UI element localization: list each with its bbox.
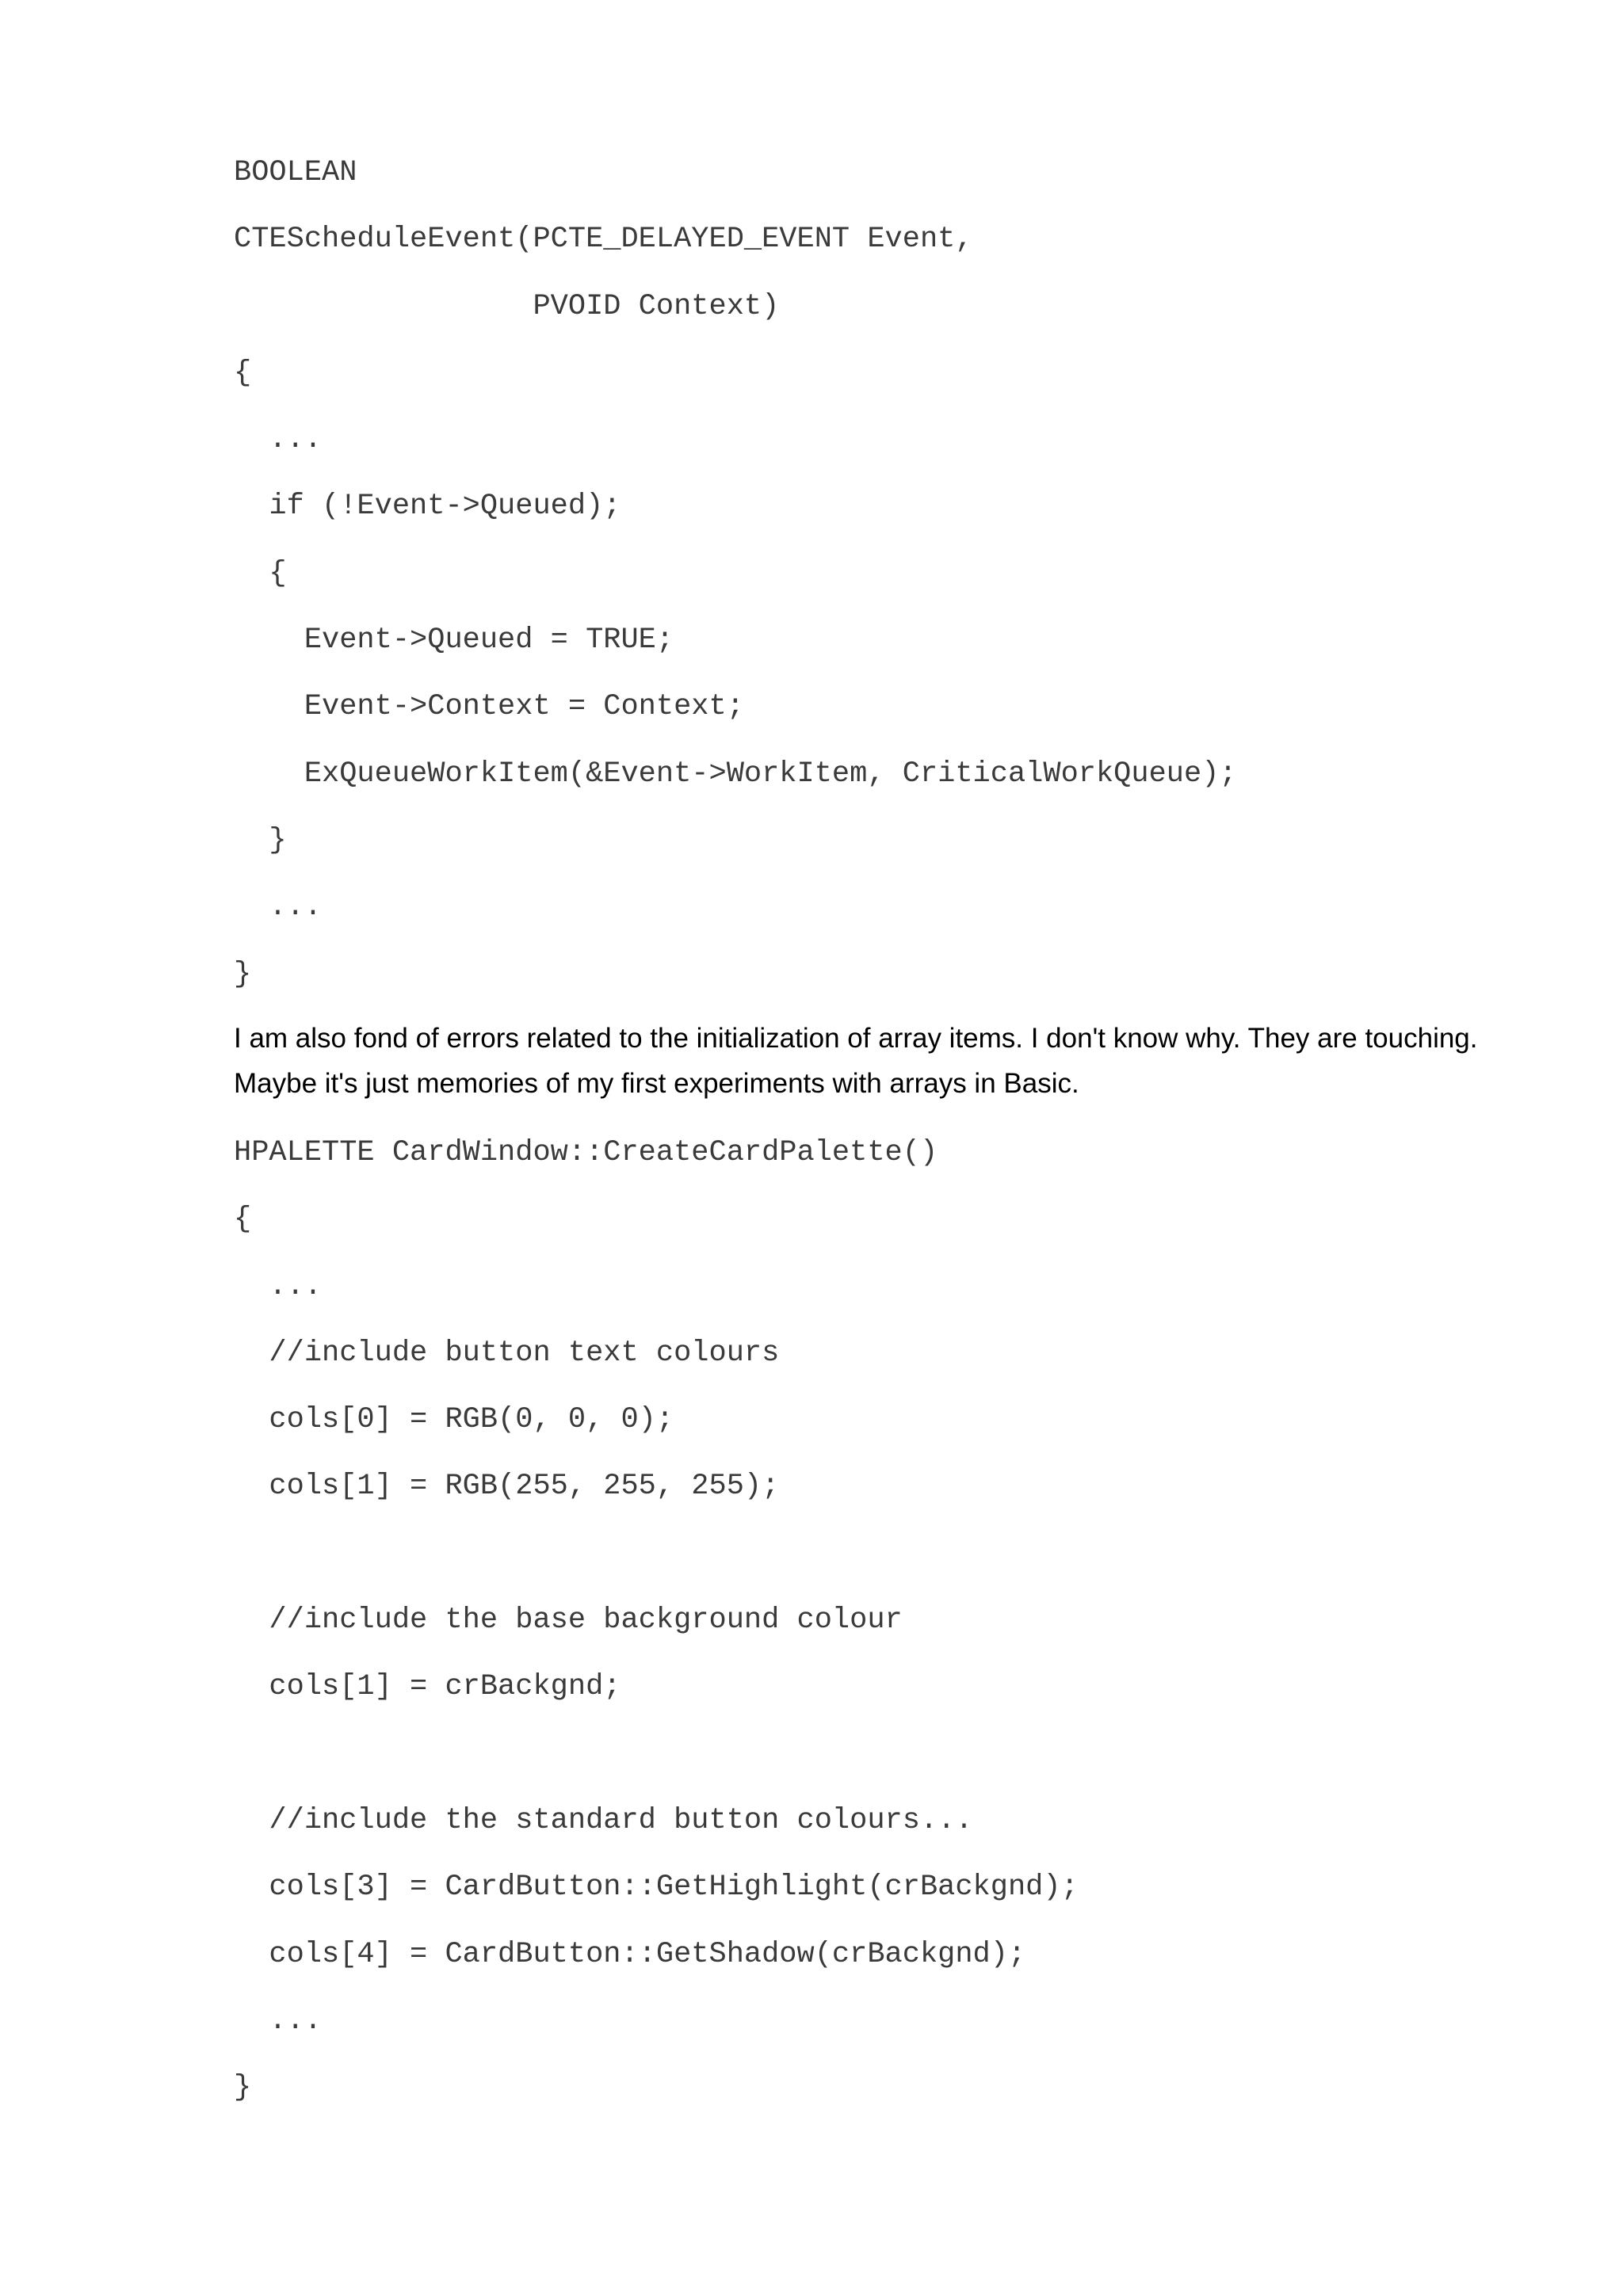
code-line: PVOID Context) — [234, 289, 780, 323]
code-line: CTEScheduleEvent(PCTE_DELAYED_EVENT Event, — [234, 223, 973, 257]
code-line: BOOLEAN — [234, 156, 357, 189]
code-line: ... — [234, 423, 323, 457]
code-line: Event->Queued = TRUE; — [234, 624, 674, 658]
code-line-blank — [234, 1721, 1079, 1787]
code-line: ... — [234, 1269, 323, 1303]
code-line: ExQueueWorkItem(&Event->WorkItem, CriticalWorkQueue); — [234, 757, 1237, 791]
code-line: Event->Context = Context; — [234, 690, 744, 724]
code-line: HPALETTE CardWindow::CreateCardPalette() — [234, 1136, 938, 1169]
code-line: } — [234, 2071, 252, 2105]
code-line: ... — [234, 2004, 323, 2038]
code-line: ... — [234, 891, 323, 925]
code-line: { — [234, 356, 252, 390]
code-line: cols[1] = crBackgnd; — [234, 1670, 621, 1704]
code-line: //include the base background colour — [234, 1604, 903, 1638]
code-line: //include the standard button colours... — [234, 1803, 973, 1837]
code-line-blank — [234, 1520, 1079, 1587]
code-line: cols[0] = RGB(0, 0, 0); — [234, 1403, 674, 1437]
code-block-cte-schedule-event — [234, 139, 1237, 1008]
code-block-create-card-palette — [234, 1119, 1079, 2121]
code-line: //include button text colours — [234, 1336, 780, 1370]
code-line: } — [234, 823, 287, 857]
code-line: if (!Event->Queued); — [234, 490, 621, 524]
code-line: cols[1] = RGB(255, 255, 255); — [234, 1470, 780, 1504]
code-line: cols[4] = CardButton::GetShadow(crBackgnd); — [234, 1937, 1026, 1971]
body-paragraph: I am also fond of errors related to the initialization of array items. I don't know why. They are touching. Maybe it's just memories of my first experiments with arrays in Basic. — [234, 1023, 1478, 1099]
code-line: { — [234, 1203, 252, 1237]
code-line: } — [234, 957, 252, 991]
code-line: { — [234, 556, 287, 590]
code-line: cols[3] = CardButton::GetHighlight(crBackgnd); — [234, 1871, 1079, 1905]
